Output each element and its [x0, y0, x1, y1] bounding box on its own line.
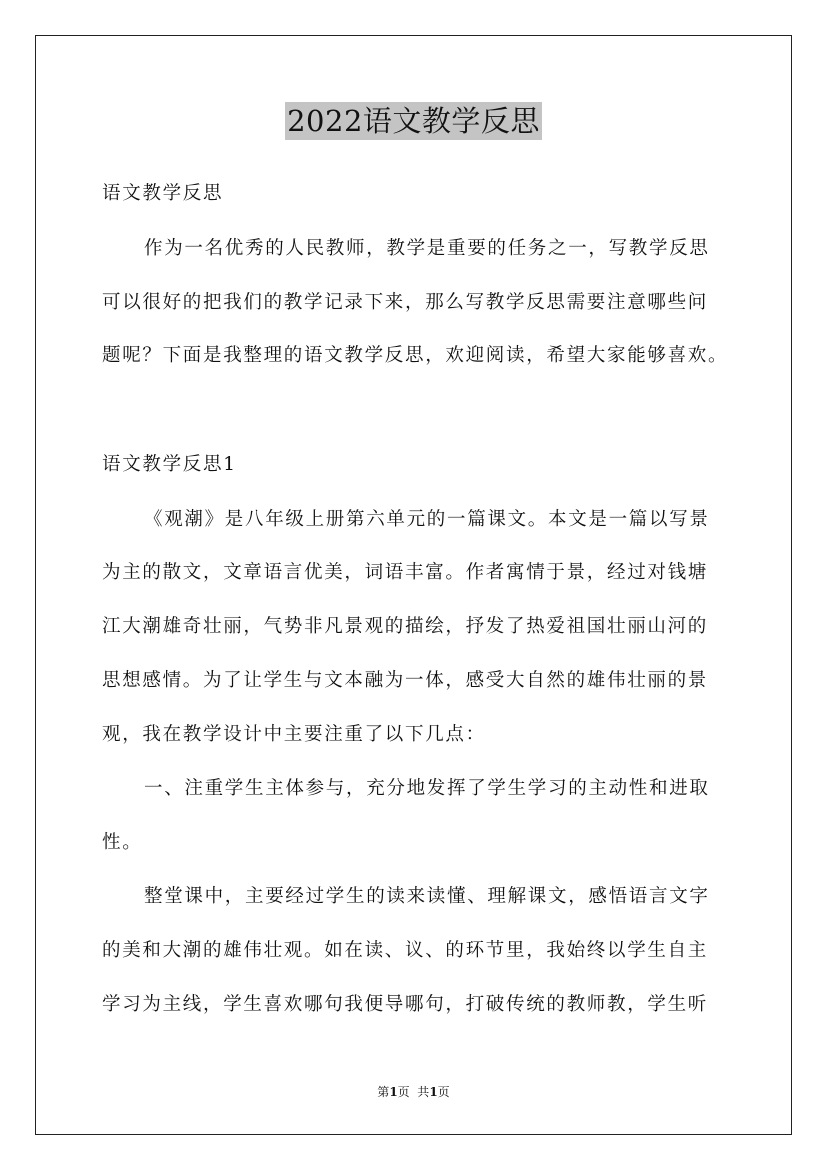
footer-page-total: 1: [429, 1085, 438, 1099]
point-line: 性。: [102, 832, 143, 853]
paragraph-line: 思想感情。为了让学生与文本融为一体，感受大自然的雄伟壮丽的景: [102, 670, 709, 691]
page-footer: [0, 1084, 827, 1100]
footer-prefix: 第: [377, 1085, 390, 1099]
intro-line: 可以很好的把我们的教学记录下来，那么写教学反思需要注意哪些问: [102, 292, 709, 313]
document-title: 2022语文教学反思: [287, 104, 540, 138]
footer-page-number: 1: [389, 1085, 398, 1099]
title-block: [0, 102, 827, 140]
paragraph-line: 的美和大潮的雄伟壮观。如在读、议、的环节里，我始终以学生自主: [102, 940, 709, 961]
paragraph-line: 《观潮》是八年级上册第六单元的一篇课文。本文是一篇以写景: [144, 509, 710, 530]
subheading: 语文教学反思1: [102, 454, 237, 475]
paragraph-line: 整堂课中，主要经过学生的读来读懂、理解课文，感悟语言文字: [144, 886, 710, 907]
paragraph-line: 学习为主线，学生喜欢哪句我便导哪句，打破传统的教师教，学生听: [102, 994, 709, 1015]
paragraph-line: 江大潮雄奇壮丽，气势非凡景观的描绘，抒发了热爱祖国壮丽山河的: [102, 616, 709, 637]
point-line: 一、注重学生主体参与，充分地发挥了学生学习的主动性和进取: [144, 778, 710, 799]
paragraph-line: 观，我在教学设计中主要注重了以下几点：: [102, 724, 486, 745]
intro-line: 题呢？下面是我整理的语文教学反思，欢迎阅读，希望大家能够喜欢。: [102, 345, 729, 366]
paragraph-line: 为主的散文，文章语言优美，词语丰富。作者寓情于景，经过对钱塘: [102, 562, 709, 583]
footer-mid: 页 共: [397, 1085, 430, 1099]
footer-suffix: 页: [437, 1085, 450, 1099]
intro-line: 作为一名优秀的人民教师，教学是重要的任务之一，写教学反思: [144, 238, 710, 259]
section-heading: 语文教学反思: [102, 183, 224, 204]
